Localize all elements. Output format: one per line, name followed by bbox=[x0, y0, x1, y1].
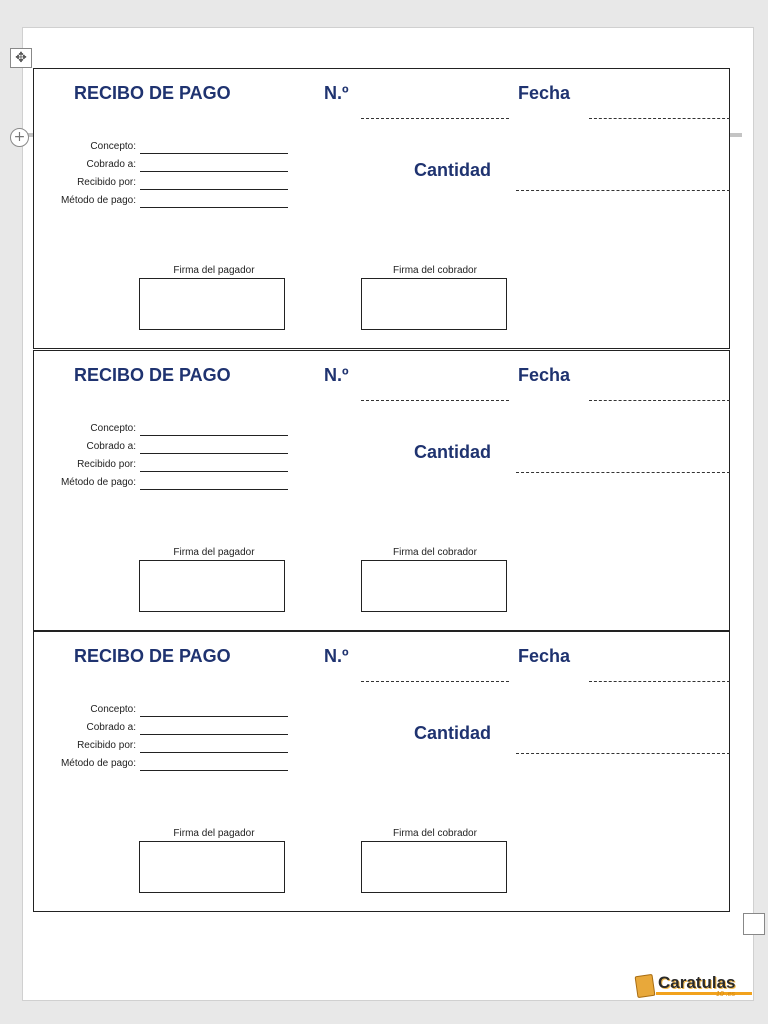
received-by-field bbox=[34, 175, 288, 193]
payment-method-field bbox=[34, 756, 288, 774]
add-row-icon[interactable]: + bbox=[10, 128, 29, 147]
collector-signature-box[interactable] bbox=[361, 278, 507, 330]
receipt-date-line[interactable] bbox=[589, 681, 730, 682]
collector-signature-box[interactable] bbox=[361, 560, 507, 612]
logo-underline bbox=[656, 992, 752, 995]
receipt-title: RECIBO DE PAGO bbox=[74, 646, 231, 666]
collected-from-line[interactable] bbox=[140, 453, 288, 454]
receipt-1 bbox=[33, 68, 730, 349]
payer-signature-label: Firma del pagador bbox=[173, 547, 255, 558]
receipt-amount-line[interactable] bbox=[516, 472, 730, 473]
concept-field bbox=[34, 139, 288, 157]
receipt-number-label: N.º bbox=[324, 365, 349, 385]
received-by-label: Recibido por: bbox=[77, 740, 136, 751]
concept-label: Concepto: bbox=[90, 423, 136, 434]
receipt-number-line[interactable] bbox=[361, 118, 509, 119]
receipt-number-label: N.º bbox=[324, 83, 349, 103]
payment-method-label: Método de pago: bbox=[60, 195, 136, 206]
resize-handle-icon[interactable] bbox=[743, 913, 765, 935]
collected-from-field bbox=[34, 157, 288, 175]
receipt-2 bbox=[33, 350, 730, 631]
logo-brand: Caratulas bbox=[658, 973, 736, 992]
payment-method-field bbox=[34, 193, 288, 211]
payer-signature-box[interactable] bbox=[139, 841, 285, 893]
concept-field bbox=[34, 702, 288, 720]
receipt-title: RECIBO DE PAGO bbox=[74, 83, 231, 103]
received-by-field bbox=[34, 738, 288, 756]
payer-signature-box[interactable] bbox=[139, 278, 285, 330]
collected-from-label: Cobrado a: bbox=[86, 159, 136, 170]
move-arrows-icon[interactable]: ✥ bbox=[10, 48, 32, 68]
receipt-date-label: Fecha bbox=[518, 83, 571, 103]
receipt-amount-line[interactable] bbox=[516, 753, 730, 754]
receipt-number-line[interactable] bbox=[361, 400, 509, 401]
payer-signature-box[interactable] bbox=[139, 560, 285, 612]
receipt-number-label: N.º bbox=[324, 646, 349, 666]
collected-from-field bbox=[34, 720, 288, 738]
received-by-line[interactable] bbox=[140, 752, 288, 753]
received-by-field bbox=[34, 457, 288, 475]
collected-from-field bbox=[34, 439, 288, 457]
receipt-date-label: Fecha bbox=[518, 365, 571, 385]
concept-field bbox=[34, 421, 288, 439]
folder-icon bbox=[635, 974, 656, 998]
payment-method-line[interactable] bbox=[140, 207, 288, 208]
concept-label: Concepto: bbox=[90, 704, 136, 715]
logo-suffix: 10 .es bbox=[716, 991, 736, 998]
concept-line[interactable] bbox=[140, 153, 288, 154]
payment-method-label: Método de pago: bbox=[60, 758, 136, 769]
collector-signature-label: Firma del cobrador bbox=[393, 828, 477, 839]
receipt-date-line[interactable] bbox=[589, 118, 730, 119]
caratulas-logo bbox=[636, 973, 754, 999]
collector-signature-label: Firma del cobrador bbox=[393, 265, 477, 276]
collected-from-label: Cobrado a: bbox=[86, 441, 136, 452]
received-by-line[interactable] bbox=[140, 471, 288, 472]
payment-method-line[interactable] bbox=[140, 770, 288, 771]
collector-signature-label: Firma del cobrador bbox=[393, 547, 477, 558]
collected-from-line[interactable] bbox=[140, 734, 288, 735]
receipt-amount-label: Cantidad bbox=[414, 160, 492, 180]
received-by-line[interactable] bbox=[140, 189, 288, 190]
payment-method-label: Método de pago: bbox=[60, 477, 136, 488]
payer-signature-label: Firma del pagador bbox=[173, 265, 255, 276]
collector-signature-box[interactable] bbox=[361, 841, 507, 893]
receipt-amount-line[interactable] bbox=[516, 190, 730, 191]
payment-method-line[interactable] bbox=[140, 489, 288, 490]
receipt-amount-label: Cantidad bbox=[414, 442, 492, 462]
concept-label: Concepto: bbox=[90, 141, 136, 152]
receipt-number-line[interactable] bbox=[361, 681, 509, 682]
receipt-amount-label: Cantidad bbox=[414, 723, 492, 743]
received-by-label: Recibido por: bbox=[77, 459, 136, 470]
received-by-label: Recibido por: bbox=[77, 177, 136, 188]
receipt-date-line[interactable] bbox=[589, 400, 730, 401]
payment-method-field bbox=[34, 475, 288, 493]
collected-from-line[interactable] bbox=[140, 171, 288, 172]
collected-from-label: Cobrado a: bbox=[86, 722, 136, 733]
receipt-title: RECIBO DE PAGO bbox=[74, 365, 231, 385]
receipt-date-label: Fecha bbox=[518, 646, 571, 666]
concept-line[interactable] bbox=[140, 435, 288, 436]
payer-signature-label: Firma del pagador bbox=[173, 828, 255, 839]
receipt-3 bbox=[33, 631, 730, 912]
concept-line[interactable] bbox=[140, 716, 288, 717]
